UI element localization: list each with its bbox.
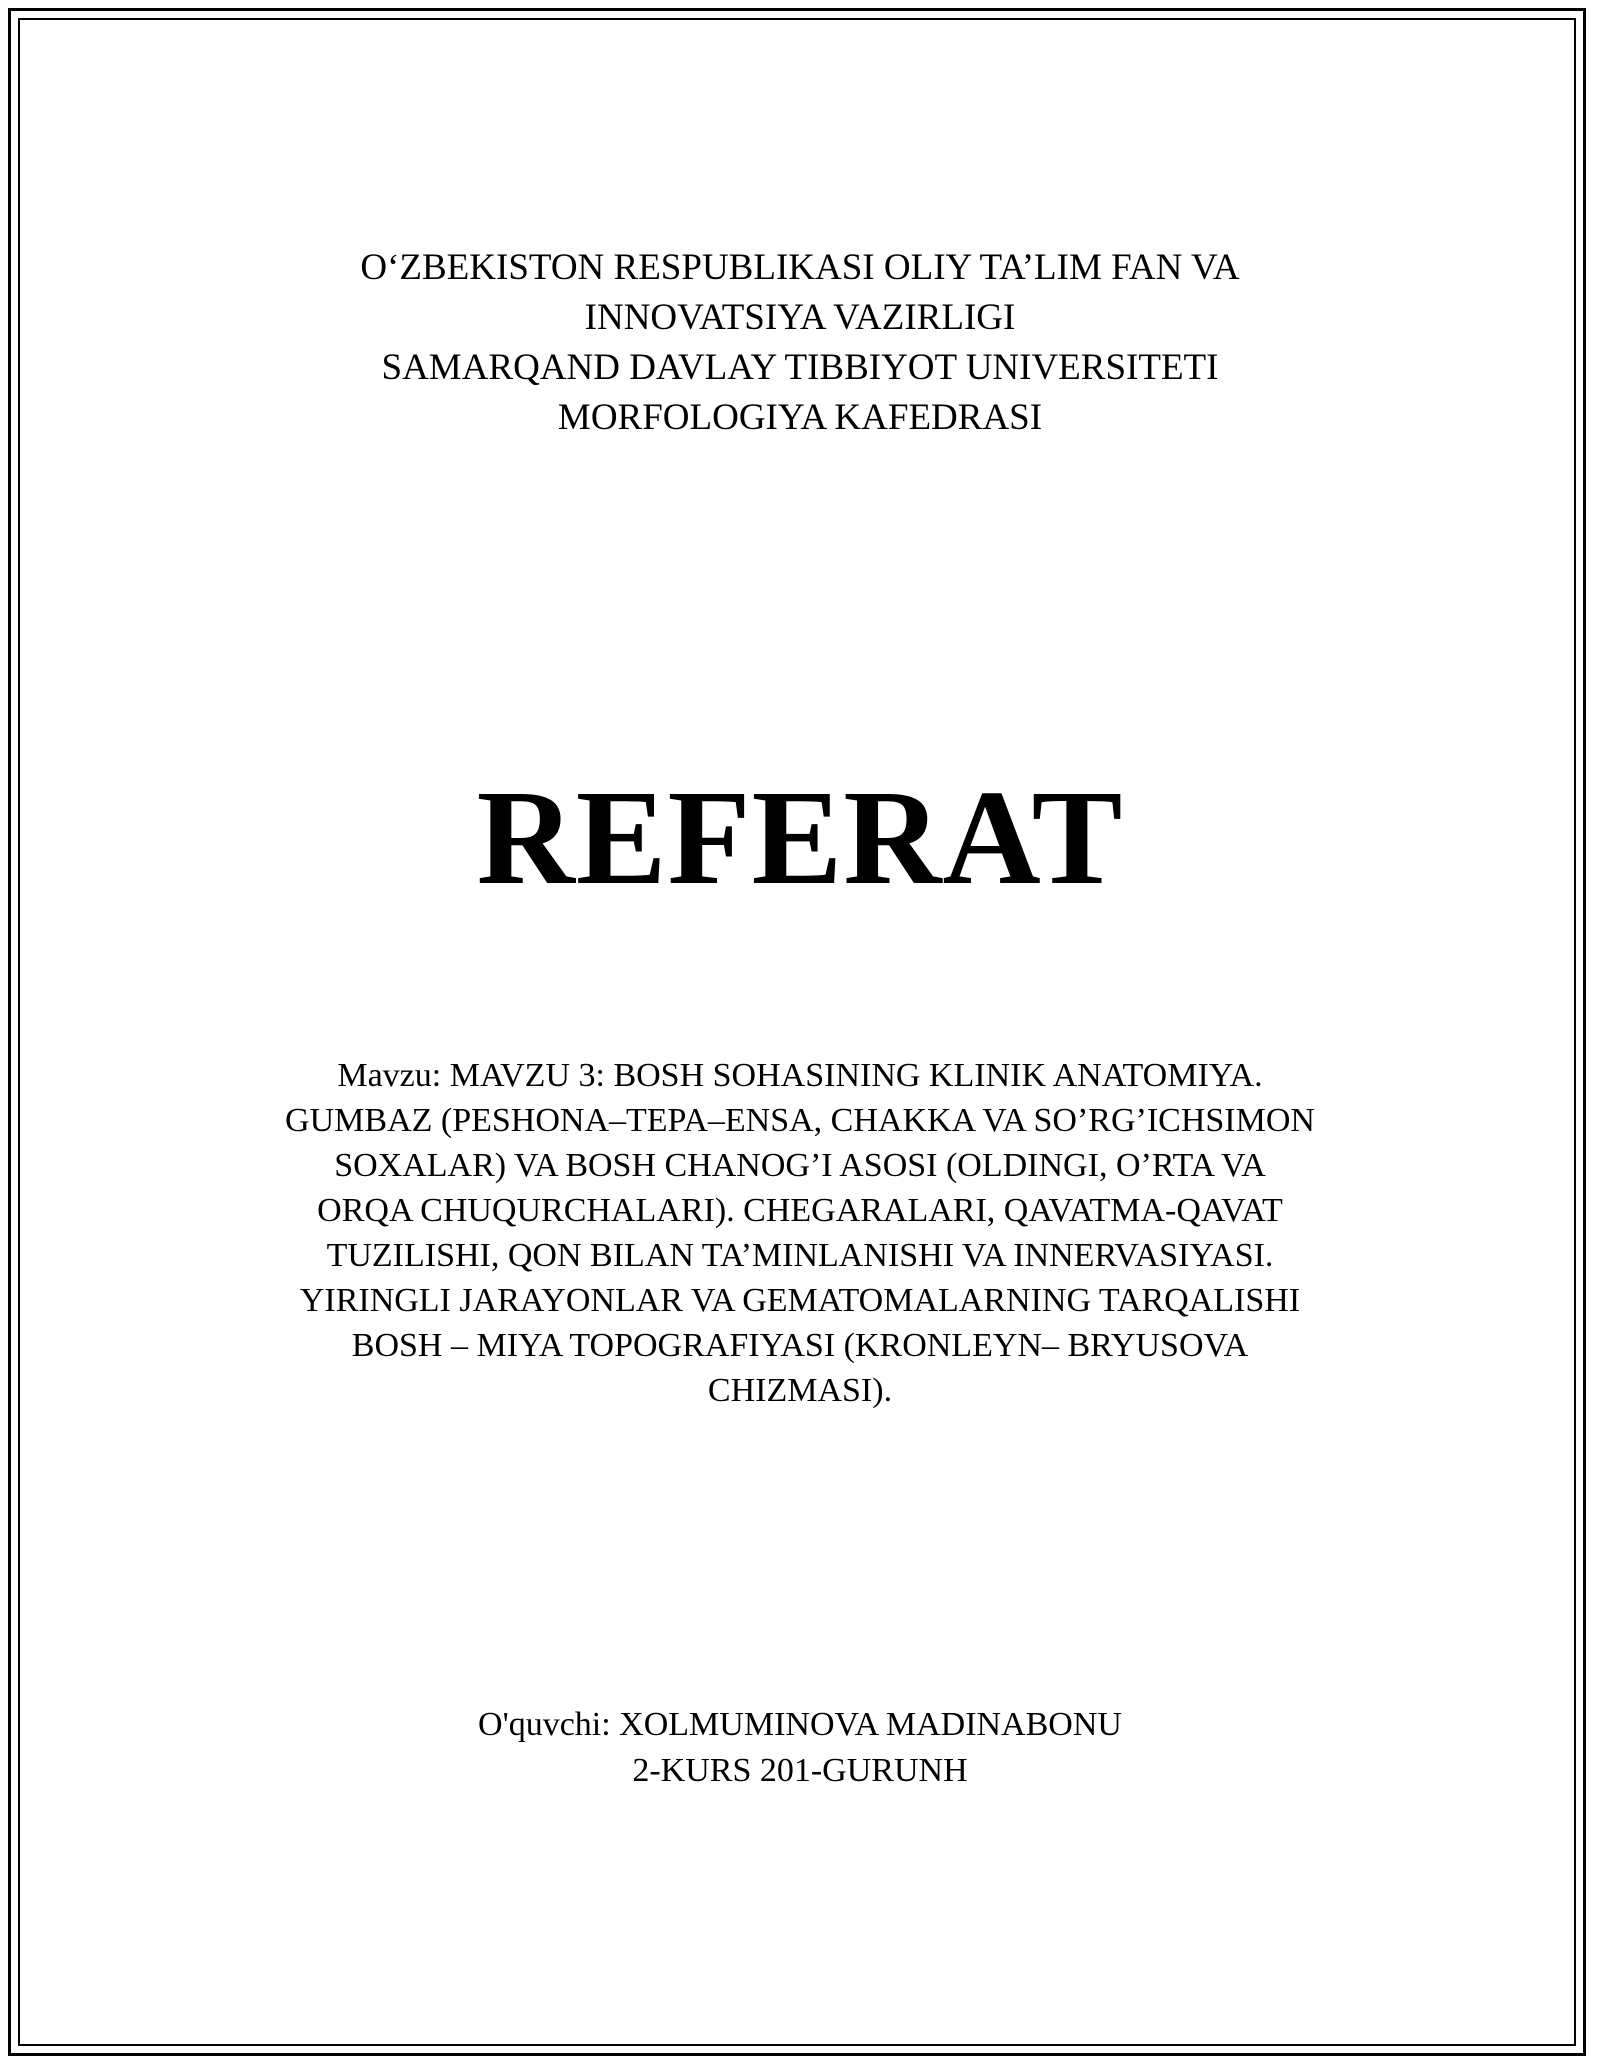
document-title: REFERAT [476,763,1124,913]
student-group: 2-KURS 201-GURUNH [632,1752,968,1789]
topic-line: GUMBAZ (PESHONA–TEPA–ENSA, CHAKKA VA SO’RG’ICHSIMON [285,1102,1315,1139]
header-line: SAMARQAND DAVLAY TIBBIYOT UNIVERSITETI [381,347,1219,388]
student-name: O'quvchi: XOLMUMINOVA MADINABONU [478,1706,1122,1743]
topic-line: YIRINGLI JARAYONLAR VA GEMATOMALARNING TARQALISHI [299,1282,1301,1319]
student-info [0,1702,1600,1794]
topic-line: Mavzu: MAVZU 3: BOSH SOHASINING KLINIK ANATOMIYA. [337,1057,1263,1094]
topic-block [0,1053,1600,1413]
header-line: INNOVATSIYA VAZIRLIGI [584,297,1016,338]
topic-line: SOXALAR) VA BOSH CHANOG’I ASOSI (OLDINGI, O’RTA VA [334,1147,1266,1184]
topic-line: TUZILISHI, QON BILAN TA’MINLANISHI VA INNERVASIYASI. [326,1237,1274,1274]
topic-line: ORQA CHUQURCHALARI). CHEGARALARI, QAVATMA-QAVAT [317,1192,1283,1229]
topic-line: CHIZMASI). [707,1372,893,1409]
header-line: O‘ZBEKISTON RESPUBLIKASI OLIY TA’LIM FAN VA [360,247,1240,288]
header-line: MORFOLOGIYA KAFEDRASI [557,397,1043,438]
topic-line: BOSH – MIYA TOPOGRAFIYASI (KRONLEYN– BRYUSOVA [351,1327,1249,1364]
institution-header [0,243,1600,443]
